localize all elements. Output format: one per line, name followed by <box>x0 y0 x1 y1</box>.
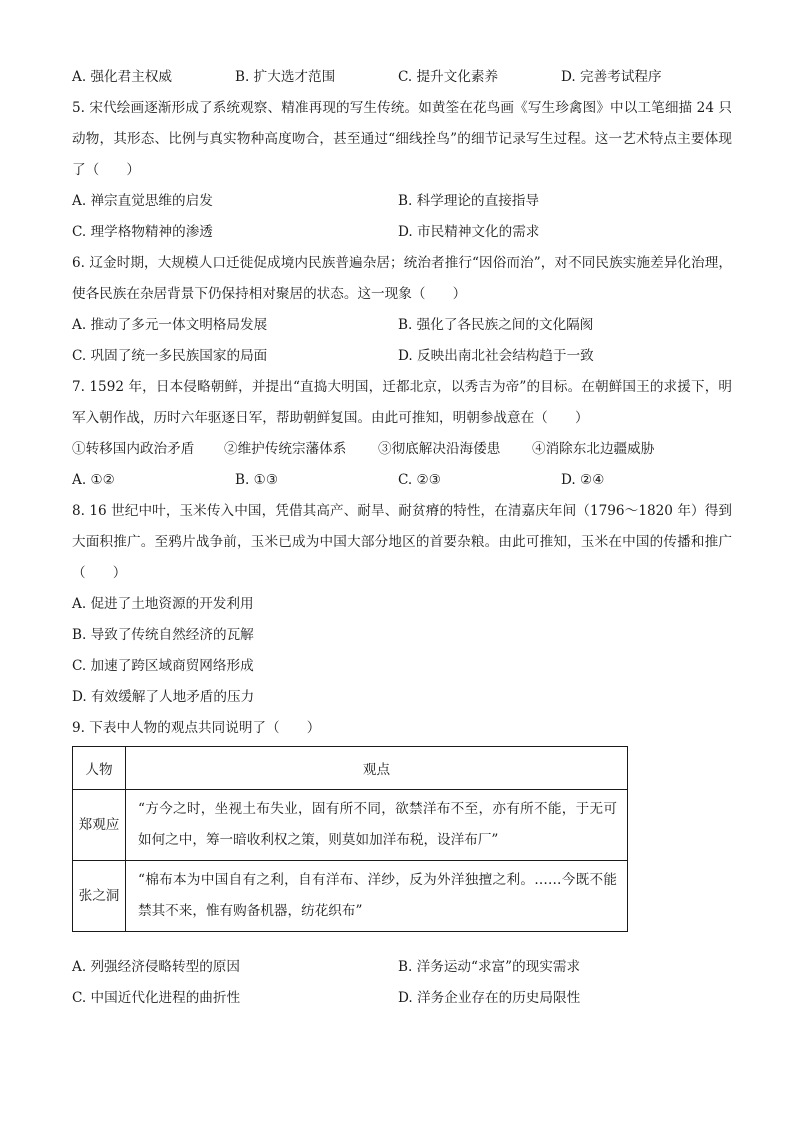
q5-options-row-1 <box>72 186 732 217</box>
table-cell-view: “棉布本为中国自有之利，自有洋布、洋纱，反为外洋独擅之利。……今既不能禁其不来，惟有购备机器，纺花织布” <box>126 861 628 932</box>
q7-choice-2: ②维护传统宗藩体系 <box>224 441 347 457</box>
q5-stem: 5. 宋代绘画逐渐形成了系统观察、精准再现的写生传统。如黄筌在花鸟画《写生珍禽图》中以工笔细描 24 只动物，其形态、比例与真实物种高度吻合，甚至通过“细线拴鸟”的细节记录写生过程。这一艺术特点主要体现了（ ） <box>72 100 732 178</box>
q6-option-a[interactable]: A. 推动了多元一体文明格局发展 <box>72 317 268 333</box>
q7-choice-4: ④消除东北边疆威胁 <box>532 441 655 457</box>
table-cell-person: 张之洞 <box>73 861 126 932</box>
q8-option-c[interactable]: C. 加速了跨区域商贸网络形成 <box>72 658 254 674</box>
table-cell-view: “方今之时，坐视土布失业，固有所不同，欲禁洋布不至，亦有所不能，于无可如何之中，筹一暗收利权之策，则莫如加洋布税，设洋布厂” <box>126 790 628 861</box>
q9-option-a[interactable]: A. 列强经济侵略转型的原因 <box>72 959 240 975</box>
q7-options <box>72 465 732 496</box>
q4-options <box>72 62 732 93</box>
q8-option-d[interactable]: D. 有效缓解了人地矛盾的压力 <box>72 689 255 705</box>
q4-option-b[interactable]: B. 扩大选才范围 <box>235 69 336 85</box>
q8-stem: 8. 16 世纪中叶，玉米传入中国，凭借其高产、耐旱、耐贫瘠的特性，在清嘉庆年间（1796～1820 年）得到大面积推广。至鸦片战争前，玉米已成为中国大部分地区的首要杂粮。由此可推知，玉米在中国的传播和推广（ ） <box>72 503 732 581</box>
q4-option-a[interactable]: A. 强化君主权威 <box>72 69 173 85</box>
table-row <box>73 790 628 861</box>
q9-option-b[interactable]: B. 洋务运动“求富”的现实需求 <box>398 959 581 975</box>
q7-choice-1: ①转移国内政治矛盾 <box>72 441 195 457</box>
q8-option-a[interactable]: A. 促进了土地资源的开发利用 <box>72 596 254 612</box>
q6-option-b[interactable]: B. 强化了各民族之间的文化隔阂 <box>398 317 594 333</box>
q7-option-b[interactable]: B. ①③ <box>235 472 279 488</box>
table-header-person: 人物 <box>73 747 126 790</box>
exam-page <box>72 62 732 1014</box>
q4-option-d[interactable]: D. 完善考试程序 <box>561 69 662 85</box>
q5-option-c[interactable]: C. 理学格物精神的渗透 <box>72 224 213 240</box>
q9-stem: 9. 下表中人物的观点共同说明了（ ） <box>72 720 321 736</box>
table-header-view: 观点 <box>126 747 628 790</box>
q9-option-c[interactable]: C. 中国近代化进程的曲折性 <box>72 990 241 1006</box>
q6-option-d[interactable]: D. 反映出南北社会结构趋于一致 <box>398 348 594 364</box>
q7-choice-3: ③彻底解决沿海倭患 <box>378 441 501 457</box>
q8-option-b[interactable]: B. 导致了传统自然经济的瓦解 <box>72 627 254 643</box>
q6-options-row-1 <box>72 310 732 341</box>
q9-table <box>72 746 628 932</box>
q6-stem: 6. 辽金时期，大规模人口迁徙促成境内民族普遍杂居；统治者推行“因俗而治”，对不同民族实施差异化治理，使各民族在杂居背景下仍保持相对聚居的状态。这一现象（ ） <box>72 255 732 302</box>
q6-options-row-2 <box>72 341 732 372</box>
q5-options-row-2 <box>72 217 732 248</box>
table-cell-person: 郑观应 <box>73 790 126 861</box>
q4-option-c[interactable]: C. 提升文化素养 <box>398 69 499 85</box>
q9-options-row-2 <box>72 983 732 1014</box>
q5-option-b[interactable]: B. 科学理论的直接指导 <box>398 193 539 209</box>
table-row <box>73 861 628 932</box>
q9-options-row-1 <box>72 952 732 983</box>
q5-option-a[interactable]: A. 禅宗直觉思维的启发 <box>72 193 213 209</box>
q5-option-d[interactable]: D. 市民精神文化的需求 <box>398 224 540 240</box>
q7-option-a[interactable]: A. ①② <box>72 472 115 488</box>
q7-stem: 7. 1592 年，日本侵略朝鲜，并提出“直捣大明国，迁都北京，以秀吉为帝”的目标。在朝鲜国王的求援下，明军入朝作战，历时六年驱逐日军，帮助朝鲜复国。由此可推知，明朝参战意在（ ） <box>72 379 732 426</box>
q6-option-c[interactable]: C. 巩固了统一多民族国家的局面 <box>72 348 268 364</box>
q7-option-d[interactable]: D. ②④ <box>561 472 605 488</box>
q9-option-d[interactable]: D. 洋务企业存在的历史局限性 <box>398 990 581 1006</box>
table-header-row <box>73 747 628 790</box>
q7-option-c[interactable]: C. ②③ <box>398 472 441 488</box>
q7-choices <box>72 434 732 465</box>
